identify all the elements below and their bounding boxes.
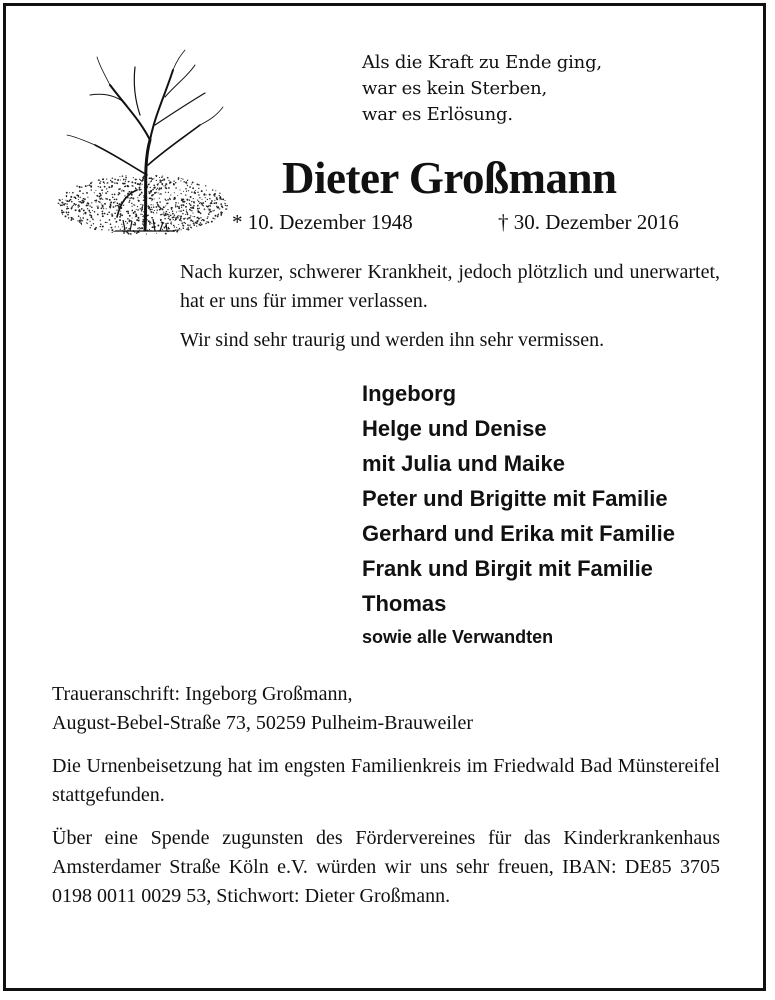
family-member: Frank und Birgit mit Familie	[362, 556, 653, 581]
intro-text	[180, 258, 720, 365]
family-member: Peter und Brigitte mit Familie	[362, 486, 668, 511]
poem	[362, 50, 602, 128]
birth-date: * 10. Dezember 1948	[232, 210, 413, 234]
mourning-address	[52, 680, 720, 738]
bare-tree-icon	[55, 45, 230, 245]
family-member: Gerhard und Erika mit Familie	[362, 521, 675, 546]
family-member: Helge und Denise	[362, 416, 547, 441]
family-footer: sowie alle Verwandten	[362, 627, 554, 647]
bottom-text	[52, 680, 720, 925]
family-member: Thomas	[362, 591, 447, 616]
family-member: Ingeborg	[362, 381, 457, 406]
family-member: mit Julia und Maike	[362, 451, 565, 476]
burial-note: Die Urnenbeisetzung hat im engsten Familienkreis im Friedwald Bad Münstereifel stattgefunden.	[52, 755, 720, 806]
death-date: † 30. Dezember 2016	[498, 210, 679, 234]
poem-line: war es kein Sterben,	[362, 78, 548, 99]
address-line: Traueranschrift: Ingeborg Großmann,	[52, 683, 353, 705]
family-list	[362, 376, 675, 653]
address-line: August-Bebel-Straße 73, 50259 Pulheim-Brauweiler	[52, 712, 474, 734]
poem-line: Als die Kraft zu Ende ging,	[362, 52, 602, 73]
intro-paragraph: Nach kurzer, schwerer Krankheit, jedoch plötzlich und unerwartet, hat er uns für immer verlassen.	[180, 261, 720, 312]
deceased-name: Dieter Großmann	[282, 153, 617, 203]
donation-note: Über eine Spende zugunsten des Fördervereines für das Kinderkrankenhaus Amsterdamer Straße Köln e.V. würden wir uns sehr freuen, IBAN: DE85 3705 0198 0011 0029 53, Stichwort: Dieter Großmann.	[52, 827, 720, 907]
poem-line: war es Erlösung.	[362, 104, 513, 125]
intro-paragraph: Wir sind sehr traurig und werden ihn sehr vermissen.	[180, 329, 605, 351]
